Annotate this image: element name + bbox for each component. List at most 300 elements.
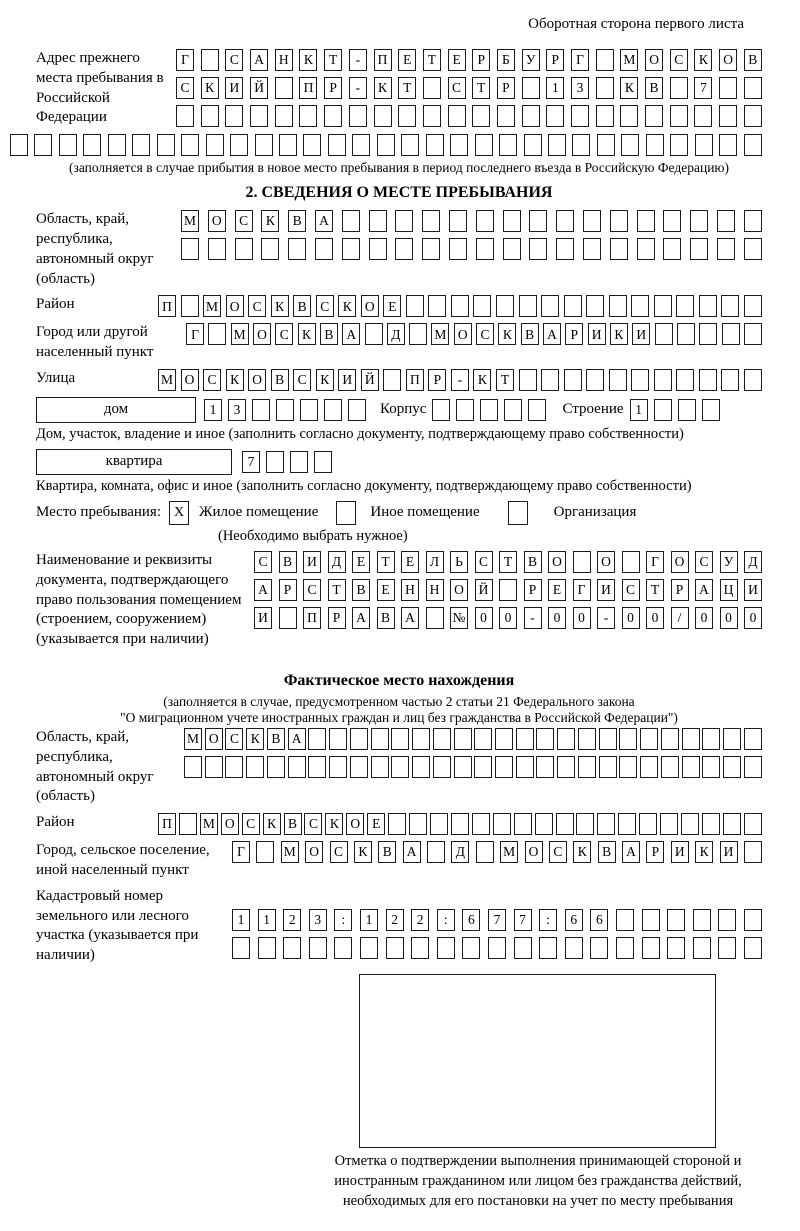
char-cell: 2: [386, 909, 404, 931]
char-cell: [699, 295, 717, 317]
char-cell: [719, 134, 737, 156]
char-cell: [541, 369, 559, 391]
char-cell: К: [201, 77, 219, 99]
char-cell: [275, 105, 293, 127]
char-cell: [514, 937, 532, 959]
char-cell: [230, 134, 248, 156]
char-cell: В: [271, 369, 289, 391]
char-cell: [208, 238, 226, 260]
char-cell: [529, 238, 547, 260]
char-cell: [670, 105, 688, 127]
char-cell: Е: [377, 579, 395, 601]
char-cell: А: [250, 49, 268, 71]
char-cell: [246, 756, 264, 778]
char-cell: 3: [228, 399, 246, 421]
stay-type-row: [36, 501, 762, 525]
char-cell: Д: [451, 841, 469, 863]
char-cell: К: [498, 323, 516, 345]
char-cell: [596, 49, 614, 71]
char-cell: Р: [472, 49, 490, 71]
char-cell: [519, 369, 537, 391]
char-cell: [504, 399, 522, 421]
char-cell: Р: [279, 579, 297, 601]
char-cell: [406, 295, 424, 317]
char-cell: О: [454, 323, 472, 345]
char-cell: К: [226, 369, 244, 391]
char-cell: М: [158, 369, 176, 391]
char-cell: [536, 728, 554, 750]
char-cell: 3: [309, 909, 327, 931]
char-cell: Р: [324, 77, 342, 99]
actual-city-row: [232, 841, 762, 863]
city-label: Город или другой населенный пункт: [36, 324, 154, 361]
char-cell: [308, 756, 326, 778]
char-cell: Г: [573, 579, 591, 601]
page-side-note: Оборотная сторона первого листа: [528, 16, 744, 32]
char-cell: П: [406, 369, 424, 391]
section2-title: 2. СВЕДЕНИЯ О МЕСТЕ ПРЕБЫВАНИЯ: [245, 184, 553, 202]
char-cell: [667, 937, 685, 959]
apartment-number-cells: [242, 451, 332, 473]
char-cell: П: [299, 77, 317, 99]
char-cell: Р: [524, 579, 542, 601]
char-cell: [34, 134, 52, 156]
char-cell: Й: [475, 579, 493, 601]
char-cell: [448, 105, 466, 127]
char-cell: [597, 813, 615, 835]
char-cell: Т: [496, 369, 514, 391]
char-cell: К: [316, 369, 334, 391]
char-cell: В: [320, 323, 338, 345]
char-cell: [744, 210, 762, 232]
char-cell: Л: [426, 551, 444, 573]
char-cell: [642, 909, 660, 931]
char-cell: С: [176, 77, 194, 99]
char-cell: 0: [646, 607, 664, 629]
char-cell: [369, 238, 387, 260]
char-cell: Р: [328, 607, 346, 629]
char-cell: [279, 134, 297, 156]
char-cell: О: [671, 551, 689, 573]
char-cell: [179, 813, 197, 835]
actual-district-label: Район: [36, 814, 75, 831]
char-cell: [315, 238, 333, 260]
char-cell: К: [325, 813, 343, 835]
actual-city-block: [36, 841, 762, 881]
char-cell: [279, 607, 297, 629]
char-cell: [586, 369, 604, 391]
actual-region-row-2: [184, 756, 762, 778]
char-cell: [695, 134, 713, 156]
char-cell: 1: [630, 399, 648, 421]
char-cell: Ь: [450, 551, 468, 573]
char-cell: А: [342, 323, 360, 345]
street-row: [158, 369, 762, 391]
char-cell: [329, 756, 347, 778]
char-cell: [348, 399, 366, 421]
char-cell: [391, 756, 409, 778]
char-cell: [276, 399, 294, 421]
char-cell: -: [597, 607, 615, 629]
char-cell: 1: [204, 399, 222, 421]
korpus-label: Корпус: [380, 401, 427, 418]
char-cell: Р: [646, 841, 664, 863]
char-cell: В: [521, 323, 539, 345]
char-cell: С: [695, 551, 713, 573]
char-cell: К: [246, 728, 264, 750]
char-cell: У: [720, 551, 738, 573]
char-cell: /: [671, 607, 689, 629]
char-cell: [201, 49, 219, 71]
char-cell: [495, 728, 513, 750]
char-cell: [690, 210, 708, 232]
char-cell: Д: [387, 323, 405, 345]
char-cell: И: [254, 607, 272, 629]
char-cell: П: [158, 295, 176, 317]
char-cell: [329, 728, 347, 750]
char-cell: -: [349, 49, 367, 71]
char-cell: :: [539, 909, 557, 931]
char-cell: Р: [546, 49, 564, 71]
char-cell: 1: [546, 77, 564, 99]
prev-address-row-4: [10, 134, 762, 156]
char-cell: -: [349, 77, 367, 99]
char-cell: [10, 134, 28, 156]
char-cell: :: [334, 909, 352, 931]
char-cell: [283, 937, 301, 959]
char-cell: [350, 756, 368, 778]
char-cell: [422, 238, 440, 260]
char-cell: [670, 77, 688, 99]
char-cell: [369, 210, 387, 232]
char-cell: Г: [232, 841, 250, 863]
char-cell: №: [450, 607, 468, 629]
char-cell: [719, 77, 737, 99]
char-cell: [528, 399, 546, 421]
house-line: [36, 397, 762, 423]
char-cell: [661, 756, 679, 778]
char-cell: [300, 399, 318, 421]
char-cell: [516, 728, 534, 750]
char-cell: [371, 756, 389, 778]
char-cell: Е: [352, 551, 370, 573]
char-cell: Т: [328, 579, 346, 601]
char-cell: С: [448, 77, 466, 99]
char-cell: [721, 369, 739, 391]
char-cell: М: [500, 841, 518, 863]
char-cell: [374, 105, 392, 127]
char-cell: К: [473, 369, 491, 391]
apartment-line: [36, 449, 762, 475]
char-cell: [409, 323, 427, 345]
char-cell: [454, 728, 472, 750]
char-cell: [349, 105, 367, 127]
char-cell: Н: [401, 579, 419, 601]
stay-type-option-organization: Организация: [553, 504, 637, 521]
char-cell: [682, 756, 700, 778]
char-cell: А: [401, 607, 419, 629]
char-cell: [519, 295, 537, 317]
char-cell: В: [378, 841, 396, 863]
char-cell: М: [200, 813, 218, 835]
char-cell: [395, 238, 413, 260]
char-cell: Ц: [720, 579, 738, 601]
char-cell: С: [225, 49, 243, 71]
document-row-3: [254, 607, 762, 629]
char-cell: [571, 105, 589, 127]
char-cell: [597, 134, 615, 156]
char-cell: П: [303, 607, 321, 629]
char-cell: И: [338, 369, 356, 391]
char-cell: О: [645, 49, 663, 71]
char-cell: [472, 105, 490, 127]
char-cell: [398, 105, 416, 127]
char-cell: [476, 238, 494, 260]
char-cell: [693, 937, 711, 959]
char-cell: [342, 210, 360, 232]
char-cell: К: [354, 841, 372, 863]
char-cell: 0: [475, 607, 493, 629]
char-cell: [744, 238, 762, 260]
char-cell: М: [231, 323, 249, 345]
char-cell: [184, 756, 202, 778]
char-cell: [522, 105, 540, 127]
char-cell: С: [242, 813, 260, 835]
char-cell: К: [261, 210, 279, 232]
apartment-type-box: квартира: [36, 449, 232, 475]
char-cell: [702, 756, 720, 778]
char-cell: [371, 728, 389, 750]
char-cell: [699, 323, 717, 345]
char-cell: К: [573, 841, 591, 863]
char-cell: Д: [328, 551, 346, 573]
char-cell: 7: [488, 909, 506, 931]
city-block: [36, 323, 762, 363]
char-cell: И: [720, 841, 738, 863]
cadastral-row-2: [232, 937, 762, 959]
char-cell: [377, 134, 395, 156]
char-cell: [450, 134, 468, 156]
char-cell: А: [315, 210, 333, 232]
char-cell: А: [352, 607, 370, 629]
char-cell: 0: [499, 607, 517, 629]
char-cell: О: [221, 813, 239, 835]
char-cell: [342, 238, 360, 260]
char-cell: [721, 295, 739, 317]
char-cell: [590, 937, 608, 959]
char-cell: [395, 210, 413, 232]
char-cell: [548, 134, 566, 156]
char-cell: [350, 728, 368, 750]
char-cell: [622, 551, 640, 573]
char-cell: С: [248, 295, 266, 317]
char-cell: М: [203, 295, 221, 317]
char-cell: О: [450, 579, 468, 601]
cadastral-label: Кадастровый номер земельного или лесного участка (указывается при наличии): [36, 887, 199, 964]
char-cell: [646, 134, 664, 156]
char-cell: [462, 937, 480, 959]
char-cell: [451, 295, 469, 317]
char-cell: [556, 210, 574, 232]
char-cell: [422, 210, 440, 232]
char-cell: [572, 134, 590, 156]
char-cell: [655, 323, 673, 345]
char-cell: [495, 756, 513, 778]
confirmation-stamp-box: [359, 974, 716, 1148]
char-cell: К: [610, 323, 628, 345]
char-cell: Е: [398, 49, 416, 71]
char-cell: Т: [472, 77, 490, 99]
char-cell: [473, 295, 491, 317]
stay-type-note: (Необходимо выбрать нужное): [218, 527, 408, 544]
char-cell: [456, 399, 474, 421]
char-cell: [299, 105, 317, 127]
char-cell: С: [475, 551, 493, 573]
char-cell: А: [254, 579, 272, 601]
char-cell: [541, 295, 559, 317]
char-cell: 1: [360, 909, 378, 931]
char-cell: [539, 937, 557, 959]
char-cell: [428, 295, 446, 317]
char-cell: К: [695, 841, 713, 863]
char-cell: [744, 909, 762, 931]
stroenie-cells: [630, 399, 720, 421]
char-cell: [744, 937, 762, 959]
char-cell: О: [346, 813, 364, 835]
document-row-1: [254, 551, 762, 573]
char-cell: [309, 937, 327, 959]
char-cell: [620, 105, 638, 127]
char-cell: Т: [423, 49, 441, 71]
char-cell: [449, 238, 467, 260]
stay-type-label: Место пребывания:: [36, 504, 161, 521]
char-cell: М: [181, 210, 199, 232]
prev-address-row-3: [176, 105, 762, 127]
char-cell: [702, 399, 720, 421]
char-cell: [449, 210, 467, 232]
char-cell: П: [158, 813, 176, 835]
char-cell: Б: [497, 49, 515, 71]
char-cell: 2: [411, 909, 429, 931]
char-cell: [206, 134, 224, 156]
char-cell: [266, 451, 284, 473]
char-cell: [176, 105, 194, 127]
prev-address-note: (заполняется в случае прибытия в новое место пребывания в период последнего въезда в Российскую Федерацию): [68, 160, 730, 176]
char-cell: [258, 937, 276, 959]
char-cell: [426, 134, 444, 156]
char-cell: [275, 77, 293, 99]
char-cell: [609, 295, 627, 317]
char-cell: [496, 295, 514, 317]
stay-type-option-other: Иное помещение: [370, 504, 480, 521]
char-cell: А: [695, 579, 713, 601]
actual-location-note-2: "О миграционном учете иностранных граждан и лиц без гражданства в Российской Федерации"): [120, 709, 678, 725]
char-cell: Е: [367, 813, 385, 835]
char-cell: О: [205, 728, 223, 750]
char-cell: С: [622, 579, 640, 601]
char-cell: О: [248, 369, 266, 391]
char-cell: [744, 323, 762, 345]
char-cell: [514, 813, 532, 835]
char-cell: [412, 728, 430, 750]
char-cell: О: [548, 551, 566, 573]
city-row: [186, 323, 762, 345]
char-cell: [314, 451, 332, 473]
char-cell: [488, 937, 506, 959]
char-cell: О: [719, 49, 737, 71]
char-cell: [718, 909, 736, 931]
char-cell: [660, 813, 678, 835]
char-cell: :: [437, 909, 455, 931]
district-label: Район: [36, 296, 75, 313]
char-cell: [610, 238, 628, 260]
char-cell: 0: [695, 607, 713, 629]
char-cell: [391, 728, 409, 750]
char-cell: [474, 756, 492, 778]
char-cell: М: [431, 323, 449, 345]
char-cell: [432, 399, 450, 421]
char-cell: В: [267, 728, 285, 750]
char-cell: [723, 756, 741, 778]
char-cell: [631, 295, 649, 317]
district-row: [158, 295, 762, 317]
char-cell: [640, 728, 658, 750]
actual-district-row: [158, 813, 762, 835]
char-cell: [639, 813, 657, 835]
char-cell: Р: [497, 77, 515, 99]
char-cell: [412, 756, 430, 778]
char-cell: [744, 841, 762, 863]
char-cell: 0: [720, 607, 738, 629]
region-row-1: [181, 210, 762, 232]
char-cell: Т: [499, 551, 517, 573]
char-cell: [303, 134, 321, 156]
char-cell: У: [522, 49, 540, 71]
char-cell: [676, 295, 694, 317]
char-cell: [717, 210, 735, 232]
char-cell: [722, 323, 740, 345]
char-cell: [250, 105, 268, 127]
char-cell: [503, 238, 521, 260]
char-cell: [681, 813, 699, 835]
prev-address-row-2: [176, 77, 762, 99]
char-cell: С: [203, 369, 221, 391]
char-cell: [427, 841, 445, 863]
char-cell: [181, 295, 199, 317]
char-cell: [599, 756, 617, 778]
char-cell: Е: [448, 49, 466, 71]
char-cell: С: [670, 49, 688, 71]
char-cell: [573, 551, 591, 573]
char-cell: К: [374, 77, 392, 99]
char-cell: [654, 369, 672, 391]
house-type-box: дом: [36, 397, 196, 423]
cadastral-row-1: [232, 909, 762, 931]
char-cell: [225, 756, 243, 778]
char-cell: [308, 728, 326, 750]
char-cell: [529, 210, 547, 232]
street-block: [36, 369, 762, 391]
char-cell: С: [293, 369, 311, 391]
char-cell: [576, 813, 594, 835]
char-cell: [621, 134, 639, 156]
char-cell: А: [622, 841, 640, 863]
char-cell: [334, 937, 352, 959]
char-cell: [693, 909, 711, 931]
char-cell: [719, 105, 737, 127]
char-cell: [535, 813, 553, 835]
char-cell: О: [181, 369, 199, 391]
